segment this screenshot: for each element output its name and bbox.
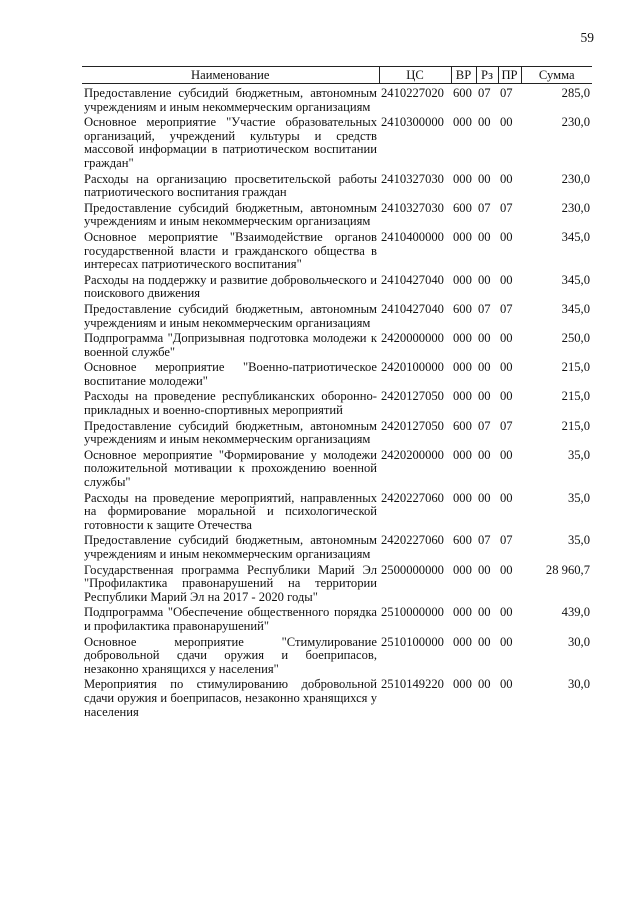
- row-pr-code: 00: [500, 171, 513, 186]
- row-pr-code: 00: [500, 562, 513, 577]
- row-pr-code: 07: [500, 301, 513, 316]
- row-sum: 35,0: [567, 533, 590, 548]
- row-name: Расходы на проведение мероприятий, направленных на формирование моральной и психологической готовности к защите Отечества: [84, 490, 377, 532]
- row-name: Подпрограмма "Допризывная подготовка молодежи к военной службе": [84, 331, 377, 359]
- row-sum: 215,0: [561, 389, 590, 404]
- row-sum: 285,0: [561, 86, 590, 100]
- row-vr-code: 000: [453, 115, 472, 130]
- row-sum: 345,0: [561, 229, 590, 244]
- row-pr-code: 00: [500, 605, 513, 620]
- row-cs-code: 2410400000: [381, 229, 444, 244]
- row-cs-code: 2420227060: [381, 533, 444, 548]
- row-vr-code: 600: [453, 533, 472, 548]
- header-name: Наименование: [82, 67, 379, 84]
- row-sum: 250,0: [561, 331, 590, 346]
- row-rz-code: 00: [478, 229, 491, 244]
- row-cs-code: 2510100000: [381, 634, 444, 649]
- row-name: Предоставление субсидий бюджетным, автономным учреждениям и иным некоммерческим организациям: [84, 418, 377, 447]
- row-pr-code: 07: [500, 533, 513, 548]
- row-rz-code: 07: [478, 86, 491, 100]
- row-rz-code: 00: [478, 171, 491, 186]
- row-rz-code: 00: [478, 272, 491, 287]
- row-vr-code: 000: [453, 634, 472, 649]
- row-pr-code: 07: [500, 86, 513, 100]
- row-pr-code: 00: [500, 360, 513, 375]
- row-sum: 30,0: [567, 677, 590, 692]
- row-pr-code: 00: [500, 229, 513, 244]
- table-row: [82, 449, 592, 492]
- row-sum: 230,0: [561, 171, 590, 186]
- row-sum: 439,0: [561, 605, 590, 620]
- row-sum: 345,0: [561, 301, 590, 316]
- row-name: Мероприятия по стимулированию добровольной сдачи оружия и боеприпасов, незаконно хранящихся у населения: [84, 677, 377, 719]
- table-row: [82, 231, 592, 274]
- row-rz-code: 00: [478, 490, 491, 505]
- table-row: [82, 534, 592, 563]
- row-vr-code: 600: [453, 418, 472, 433]
- row-cs-code: 2420127050: [381, 418, 444, 433]
- row-rz-code: 00: [478, 389, 491, 404]
- header-rz: Рз: [476, 67, 498, 84]
- table-row: [82, 303, 592, 332]
- table-row: [82, 332, 592, 361]
- table-row: [82, 492, 592, 535]
- table-header-row: [82, 67, 592, 84]
- row-vr-code: 000: [453, 331, 472, 346]
- row-rz-code: 00: [478, 115, 491, 130]
- table-row: [82, 274, 592, 303]
- row-rz-code: 00: [478, 447, 491, 462]
- row-name: Расходы на организацию просветительской работы патриотического воспитания граждан: [84, 171, 377, 200]
- row-vr-code: 000: [453, 389, 472, 404]
- row-cs-code: 2410427040: [381, 272, 444, 287]
- row-rz-code: 07: [478, 200, 491, 215]
- header-pr: ПР: [498, 67, 521, 84]
- row-rz-code: 07: [478, 301, 491, 316]
- row-vr-code: 600: [453, 301, 472, 316]
- row-vr-code: 000: [453, 447, 472, 462]
- row-name: Основное мероприятие "Стимулирование добровольной сдачи оружия и боеприпасов, незаконно хранящихся у населения": [84, 634, 377, 676]
- row-pr-code: 00: [500, 677, 513, 692]
- row-name: Предоставление субсидий бюджетным, автономным учреждениям и иным некоммерческим организациям: [84, 301, 377, 330]
- row-name: Подпрограмма "Обеспечение общественного порядка и профилактика правонарушений": [84, 605, 377, 633]
- row-cs-code: 2420100000: [381, 360, 444, 375]
- header-cs: ЦС: [379, 67, 451, 84]
- row-name: Основное мероприятие "Формирование у молодежи положительной мотивации к прохождению военной службы": [84, 447, 377, 490]
- row-sum: 28 960,7: [545, 562, 590, 577]
- row-sum: 35,0: [567, 490, 590, 505]
- table-row: [82, 116, 592, 172]
- table-row: [82, 202, 592, 231]
- row-name: Предоставление субсидий бюджетным, автономным учреждениям и иным некоммерческим организациям: [84, 86, 377, 114]
- row-cs-code: 2420127050: [381, 389, 444, 404]
- table-body: [82, 84, 592, 722]
- row-name: Основное мероприятие "Военно-патриотическое воспитание молодежи": [84, 360, 377, 388]
- row-cs-code: 2510149220: [381, 677, 444, 692]
- row-cs-code: 2410427040: [381, 301, 444, 316]
- row-vr-code: 000: [453, 229, 472, 244]
- row-sum: 230,0: [561, 115, 590, 130]
- row-name: Расходы на поддержку и развитие добровольческого и поискового движения: [84, 272, 377, 301]
- row-pr-code: 00: [500, 490, 513, 505]
- row-pr-code: 00: [500, 115, 513, 130]
- row-name: Предоставление субсидий бюджетным, автономным учреждениям и иным некоммерческим организациям: [84, 200, 377, 229]
- table-row: [82, 606, 592, 635]
- budget-table: [82, 66, 592, 721]
- row-rz-code: 07: [478, 533, 491, 548]
- row-vr-code: 000: [453, 562, 472, 577]
- table-row: [82, 564, 592, 607]
- row-cs-code: 2410227020: [381, 86, 444, 100]
- row-cs-code: 2420227060: [381, 490, 444, 505]
- row-cs-code: 2410300000: [381, 115, 444, 130]
- row-vr-code: 000: [453, 605, 472, 620]
- row-pr-code: 00: [500, 634, 513, 649]
- row-cs-code: 2410327030: [381, 200, 444, 215]
- row-sum: 35,0: [567, 447, 590, 462]
- table-row: [82, 173, 592, 202]
- row-rz-code: 00: [478, 677, 491, 692]
- row-sum: 215,0: [561, 418, 590, 433]
- table-row: [82, 84, 592, 117]
- row-name: Расходы на проведение республиканских оборонно-прикладных и военно-спортивных мероприятий: [84, 389, 377, 418]
- row-rz-code: 00: [478, 562, 491, 577]
- header-sum: Сумма: [521, 67, 592, 84]
- row-vr-code: 000: [453, 490, 472, 505]
- row-pr-code: 07: [500, 418, 513, 433]
- row-vr-code: 600: [453, 200, 472, 215]
- row-pr-code: 00: [500, 389, 513, 404]
- row-pr-code: 00: [500, 447, 513, 462]
- row-name: Государственная программа Республики Марий Эл "Профилактика правонарушений на территории Республики Марий Эл на 2017 - 2020 годы": [84, 562, 377, 604]
- row-sum: 230,0: [561, 200, 590, 215]
- row-sum: 30,0: [567, 634, 590, 649]
- row-name: Основное мероприятие "Участие образовательных организаций, учреждений культуры и средств массовой информации в патриотическом воспитании граждан": [84, 115, 377, 170]
- row-cs-code: 2420000000: [381, 331, 444, 346]
- table-row: [82, 361, 592, 390]
- row-vr-code: 000: [453, 677, 472, 692]
- page-number: 59: [580, 30, 594, 45]
- row-vr-code: 000: [453, 171, 472, 186]
- row-pr-code: 07: [500, 200, 513, 215]
- row-rz-code: 00: [478, 360, 491, 375]
- row-cs-code: 2510000000: [381, 605, 444, 620]
- row-vr-code: 000: [453, 360, 472, 375]
- row-rz-code: 00: [478, 605, 491, 620]
- table-row: [82, 636, 592, 679]
- table-row: [82, 678, 592, 721]
- table-row: [82, 420, 592, 449]
- header-vr: ВР: [451, 67, 476, 84]
- table-row: [82, 390, 592, 419]
- row-name: Основное мероприятие "Взаимодействие органов государственной власти и гражданского общества в интересах патриотического воспитания": [84, 229, 377, 272]
- row-rz-code: 00: [478, 331, 491, 346]
- row-cs-code: 2410327030: [381, 171, 444, 186]
- row-cs-code: 2420200000: [381, 447, 444, 462]
- row-name: Предоставление субсидий бюджетным, автономным учреждениям и иным некоммерческим организациям: [84, 533, 377, 561]
- row-pr-code: 00: [500, 272, 513, 287]
- row-vr-code: 600: [453, 86, 472, 100]
- row-rz-code: 00: [478, 634, 491, 649]
- row-pr-code: 00: [500, 331, 513, 346]
- row-sum: 215,0: [561, 360, 590, 375]
- row-rz-code: 07: [478, 418, 491, 433]
- row-cs-code: 2500000000: [381, 562, 444, 577]
- row-sum: 345,0: [561, 272, 590, 287]
- row-vr-code: 000: [453, 272, 472, 287]
